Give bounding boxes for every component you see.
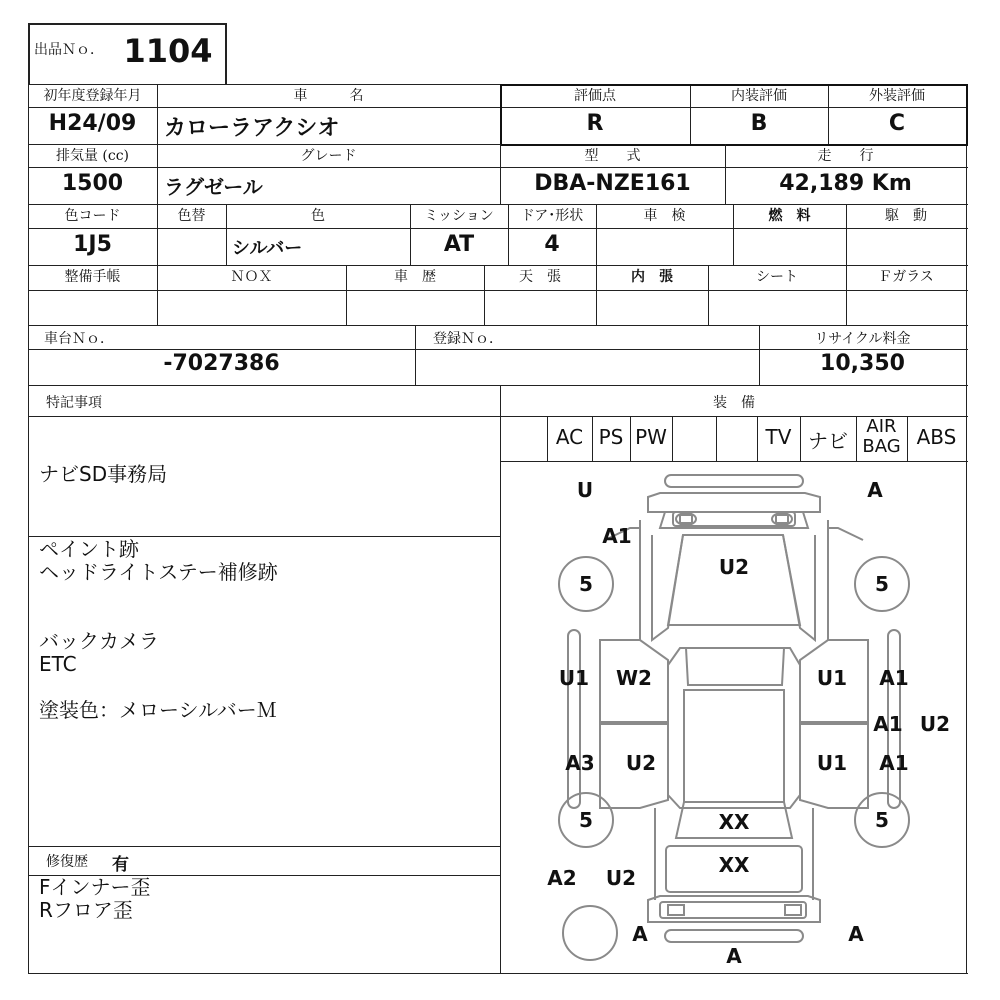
- model-label: 型 式: [584, 148, 641, 164]
- special-note-line: ナビSD事務局: [39, 462, 168, 486]
- registration-number-label: 登録Ｎｏ．: [433, 331, 503, 347]
- color-change-label: 色替: [177, 208, 206, 224]
- repair-history-label: 修復歴: [46, 854, 88, 870]
- lot-number: 1104: [123, 32, 213, 70]
- nox-label: ＮＯＸ: [230, 269, 273, 285]
- roof-shape: [684, 690, 784, 802]
- lot-label: 出品Ｎｏ．: [34, 42, 104, 58]
- equipment-label: 装 備: [713, 395, 755, 411]
- mark-front-left: U: [576, 478, 594, 502]
- mark-trunk: XX: [718, 853, 750, 877]
- special-note-block: ペイント跡 ヘッドライトステー補修跡 バックカメラ ETC 塗装色：メローシルバーＭ: [39, 537, 278, 722]
- equipment-airbag: AIR BAG: [862, 416, 901, 457]
- mark-right-rear-door: U1: [816, 751, 848, 775]
- model-value: DBA-NZE161: [534, 171, 691, 196]
- grade-label: グレード: [300, 148, 357, 164]
- exterior-rating-value: C: [888, 111, 906, 136]
- rear-bumper-shape: [665, 930, 803, 942]
- chassis-number-value: -7027386: [163, 351, 280, 376]
- recycle-fee-value: 10,350: [820, 351, 905, 376]
- grade-value: ラグゼール: [164, 175, 263, 199]
- mark-left-skirt-front: U1: [558, 666, 590, 690]
- score-value: R: [586, 111, 604, 136]
- equipment-tv: TV: [765, 425, 792, 449]
- door-label: ドア･形状: [520, 208, 584, 224]
- interior-rating-label: 内装評価: [731, 88, 787, 104]
- mark-right-front-door: U1: [816, 666, 848, 690]
- mark-right-skirt-rear: A1: [879, 751, 909, 775]
- front-right-lamp-inner: [776, 515, 788, 523]
- mark-wheel-front-left: 5: [579, 572, 593, 596]
- door-value: 4: [544, 232, 560, 257]
- first-registration-label: 初年度登録年月: [43, 88, 142, 104]
- chassis-number-label: 車台Ｎｏ．: [44, 331, 114, 347]
- color-label: 色: [311, 208, 325, 224]
- color-code-value: 1J5: [73, 232, 112, 257]
- mark-right-skirt-front: A1: [879, 666, 909, 690]
- left-side-skirt-shape: [568, 630, 580, 808]
- equipment-abs: ABS: [916, 425, 957, 449]
- interior-lining-label: 内 張: [631, 269, 673, 285]
- equipment-navi: ナビ: [808, 429, 848, 453]
- exterior-rating-label: 外装評価: [869, 88, 925, 104]
- color-value: シルバー: [232, 238, 303, 259]
- mission-value: AT: [443, 232, 475, 257]
- roof-lining-label: 天 張: [519, 269, 561, 285]
- front-left-lamp-inner: [680, 515, 692, 523]
- mileage-value: 42,189 Km: [779, 171, 912, 196]
- equipment-ps: PS: [598, 425, 624, 449]
- mark-right-outside: U2: [919, 712, 951, 736]
- hood-shape: [668, 535, 800, 625]
- mark-hood: U2: [718, 555, 750, 579]
- right-front-fender-shape: [828, 520, 863, 640]
- repair-history-value: 有: [112, 855, 129, 875]
- equipment-pw: PW: [635, 425, 667, 449]
- mark-wheel-rear-right: 5: [875, 808, 889, 832]
- mission-label: ミッション: [424, 208, 494, 224]
- windshield-shape: [686, 648, 784, 685]
- mark-rear-bumper-left: A: [632, 922, 648, 946]
- mark-rear-left-quarter: A2: [547, 866, 577, 890]
- mark-front-right: A: [867, 478, 883, 502]
- displacement-label: 排気量 (cc): [55, 148, 130, 164]
- rear-right-lamp-shape: [785, 905, 801, 915]
- mileage-label: 走 行: [817, 148, 874, 164]
- car-name-value: カローラアクシオ: [164, 116, 340, 141]
- interior-rating-value: B: [750, 111, 768, 136]
- color-code-label: 色コード: [64, 208, 121, 224]
- mark-right-skirt-mid: A1: [873, 712, 903, 736]
- front-bumper-shape: [665, 475, 803, 487]
- mark-left-front-door: W2: [616, 666, 652, 690]
- repair-notes: Fインナー歪 Rフロア歪: [39, 875, 151, 922]
- front-valance-shape: [648, 493, 820, 512]
- car-name-label: 車 名: [293, 88, 364, 104]
- mark-rear-bumper-right: A: [848, 922, 864, 946]
- drive-label: 駆 動: [885, 208, 927, 224]
- mark-wheel-front-right: 5: [875, 572, 889, 596]
- recycle-fee-label: リサイクル料金: [814, 331, 911, 347]
- special-notes-label: 特記事項: [46, 395, 102, 411]
- mark-rear-window: XX: [718, 810, 750, 834]
- score-label: 評価点: [574, 88, 616, 104]
- fuel-label: 燃 料: [768, 208, 811, 224]
- inspection-label: 車 検: [643, 208, 686, 224]
- vehicle-history-label: 車 歴: [394, 269, 436, 285]
- equipment-ac: AC: [555, 425, 584, 449]
- maintenance-book-label: 整備手帳: [64, 269, 121, 285]
- mark-rear-bumper-center: A: [726, 944, 742, 968]
- mark-rear-left-panel: U2: [605, 866, 637, 890]
- spare-wheel-shape: [563, 906, 617, 960]
- mark-wheel-rear-left: 5: [579, 808, 593, 832]
- seat-label: シート: [756, 269, 798, 285]
- displacement-value: 1500: [61, 171, 124, 196]
- mark-left-skirt-rear: A3: [565, 751, 595, 775]
- rear-left-lamp-shape: [668, 905, 684, 915]
- front-glass-label: Ｆガラス: [878, 269, 934, 285]
- mark-left-rear-door: U2: [625, 751, 657, 775]
- first-registration-value: H24/09: [48, 111, 137, 136]
- mark-left-fender: A1: [602, 524, 632, 548]
